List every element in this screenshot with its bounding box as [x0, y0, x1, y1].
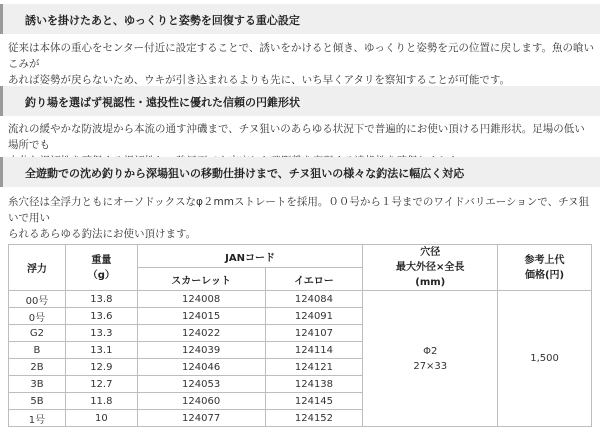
header-hole-line1: 穴径 [420, 247, 441, 258]
section-title: 誘いを掛けたあと、ゆっくりと姿勢を回復する重心設定 [25, 14, 300, 27]
cell-weight: 13.3 [65, 325, 137, 342]
section-title: 釣り場を選ばず視認性・遠投性に優れた信頼の円錐形状 [25, 96, 300, 109]
cell-buoyancy: 00号 [9, 291, 66, 308]
cell-weight: 10 [65, 410, 137, 427]
header-hole-line2: 最大外径×全長 [396, 262, 465, 273]
body-line: 流れの緩やかな防波堤から本流の通す沖磯まで、チヌ狙いのあらゆる状況下で普遍的にお使い頂ける円錐形状。足場の低い場所でも [8, 123, 585, 151]
body-line: あれば姿勢が戻らないため、ウキが引き込まれるよりも先に、いち早くアタリを察知することが可能です。 [8, 74, 511, 86]
section-body [8, 194, 594, 242]
cell-weight: 11.8 [65, 393, 137, 410]
cell-scarlet: 124053 [137, 376, 265, 393]
cell-scarlet: 124008 [137, 291, 265, 308]
header-jan: JANコード [137, 245, 363, 268]
cell-scarlet: 124077 [137, 410, 265, 427]
cell-scarlet: 124015 [137, 308, 265, 325]
cell-weight: 13.8 [65, 291, 137, 308]
header-price-line1: 参考上代 [524, 254, 565, 266]
cell-scarlet: 124060 [137, 393, 265, 410]
cell-yellow: 124121 [265, 359, 363, 376]
hole-value-line2: 27×33 [413, 360, 448, 372]
cell-scarlet: 124039 [137, 342, 265, 359]
header-weight [65, 245, 137, 291]
section-header-shape [0, 86, 600, 116]
section-body [8, 40, 594, 88]
table-row [9, 291, 592, 308]
cell-scarlet: 124046 [137, 359, 265, 376]
cell-yellow: 124152 [265, 410, 363, 427]
cell-price: 1,500 [498, 291, 592, 427]
cell-buoyancy: 3B [9, 376, 66, 393]
cell-weight: 12.9 [65, 359, 137, 376]
cell-scarlet: 124022 [137, 325, 265, 342]
cell-weight: 13.6 [65, 308, 137, 325]
cell-buoyancy: 5B [9, 393, 66, 410]
cell-yellow: 124107 [265, 325, 363, 342]
body-line: 糸穴径は全浮力ともにオーソドックスなφ２mmストレートを採用。００号から１号までのワイドバリエーションで、チヌ狙いで用い [8, 196, 590, 224]
hole-value-line1: Φ2 [423, 345, 438, 357]
header-yellow: イエロー [265, 268, 363, 291]
cell-hole [363, 291, 498, 427]
cell-buoyancy: G2 [9, 325, 66, 342]
body-line: られるあらゆる釣法にお使い頂けます。 [8, 228, 197, 240]
cell-buoyancy: 0号 [9, 308, 66, 325]
spec-table [8, 244, 592, 427]
header-weight-line2: （g） [87, 269, 115, 281]
header-buoyancy: 浮力 [9, 245, 66, 291]
header-price [498, 245, 592, 291]
cell-buoyancy: 1号 [9, 410, 66, 427]
cell-weight: 12.7 [65, 376, 137, 393]
cell-yellow: 124114 [265, 342, 363, 359]
header-price-line2: 価格(円) [524, 269, 565, 281]
header-hole [363, 245, 498, 291]
cell-buoyancy: B [9, 342, 66, 359]
section-header-methods [0, 157, 600, 187]
cell-buoyancy: 2B [9, 359, 66, 376]
cell-yellow: 124091 [265, 308, 363, 325]
header-scarlet: スカーレット [137, 268, 265, 291]
section-title: 全遊動での沈め釣りから深場狙いの移動仕掛けまで、チヌ狙いの様々な釣法に幅広く対応 [25, 167, 465, 180]
section-header-balance [0, 4, 600, 34]
cell-yellow: 124084 [265, 291, 363, 308]
header-weight-line1: 重量 [91, 254, 112, 266]
cell-yellow: 124138 [265, 376, 363, 393]
cell-yellow: 124145 [265, 393, 363, 410]
cell-weight: 13.1 [65, 342, 137, 359]
body-line: 従来は本体の重心をセンター付近に設定することで、誘いをかけると傾き、ゆっくりと姿勢を元の位置に戻します。魚の喰いこみが [8, 42, 595, 70]
header-hole-line3: (mm) [415, 277, 446, 288]
table-header-row [9, 245, 592, 268]
